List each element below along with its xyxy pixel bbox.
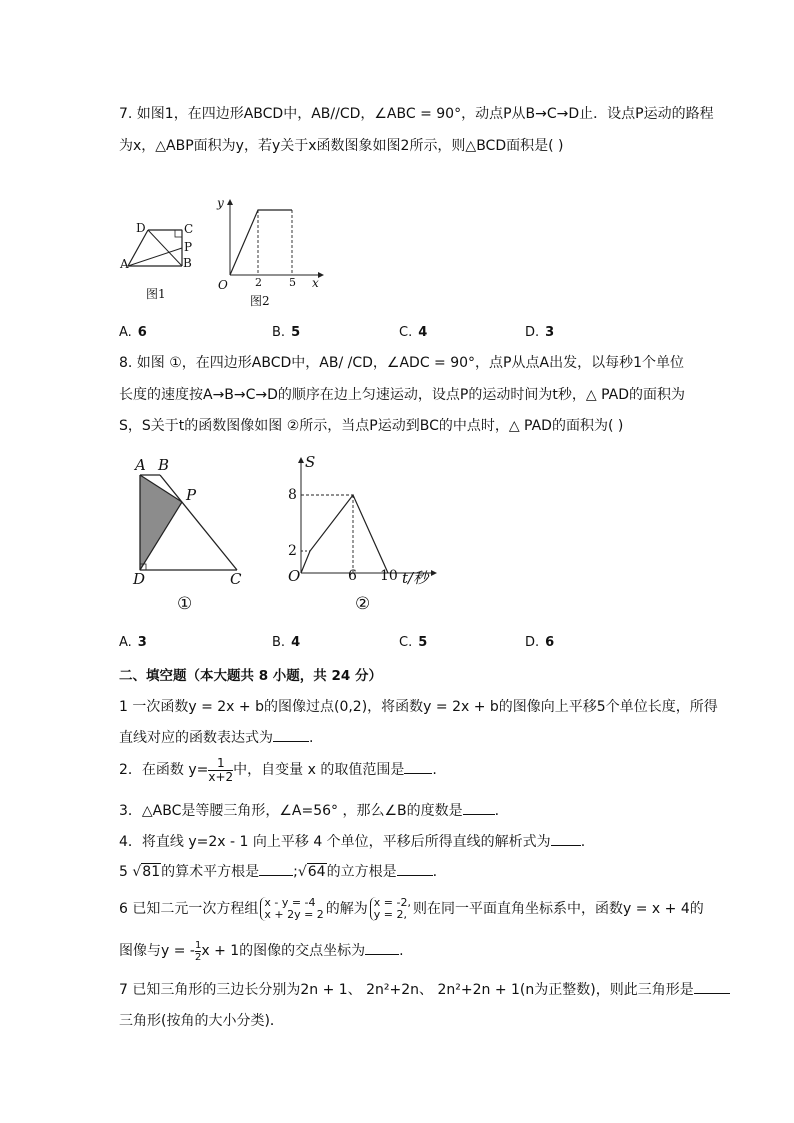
q8-fig2-tick-6: 6 (348, 568, 357, 584)
fraction-numerator: 1 (194, 939, 202, 951)
q7-option-c[interactable] (399, 325, 427, 340)
q8-option-b[interactable] (272, 635, 300, 650)
fill-q5-blank2[interactable] (397, 875, 433, 876)
option-value: 4 (291, 635, 301, 650)
option-letter: D. (525, 635, 540, 650)
q7-line2: 为x，△ABP面积为y，若y关于x函数图象如图2所示，则△BCD面积是( ) (119, 138, 564, 154)
q8-fig1-label-a: A (135, 456, 146, 474)
q8-fig2-tick-8: 8 (288, 487, 297, 503)
q7-fig1-label-p: P (184, 240, 193, 254)
q7-fig1-label-a: A (120, 257, 129, 271)
equation-system-2 (370, 897, 411, 921)
q7-fig2-caption: 图2 (250, 294, 270, 308)
option-value: 5 (418, 635, 428, 650)
fill-q6-post: 则在同一平面直角坐标系中，函数y = x + 4的 (412, 901, 704, 917)
q7-fig2-tick-2: 2 (255, 276, 262, 289)
fill-q4: 4．将直线 y=2x - 1 向上平移 4 个单位，平移后所得直线的解析式为 . (119, 834, 586, 850)
q8-fig2-t-label: t/秒 (402, 569, 429, 587)
fill-q3: 3．△ABC是等腰三角形，∠A=56° ，那么∠B的度数是 . (119, 803, 500, 819)
fill-q4-blank[interactable] (551, 845, 581, 846)
fill-q5-post: 的立方根是 (326, 864, 397, 880)
fill-q6-pre: 6 已知二元一次方程组 (119, 901, 259, 917)
q8-option-d[interactable] (525, 635, 554, 650)
q8-line1: 8. 如图 ①，在四边形ABCD中，AB/ /CD，∠ADC = 90°，点P从点A出发，以每秒1个单位 (119, 355, 684, 371)
q8-fig1-label-p: P (186, 486, 197, 504)
equation-system-1 (260, 897, 323, 921)
fill-q1-blank[interactable] (273, 741, 309, 742)
q8-fig2-tick-10: 10 (380, 568, 398, 584)
system1-eq1: x - y = -4 (264, 896, 316, 909)
q7-option-a[interactable] (119, 325, 147, 340)
q8-fig2-caption: ② (355, 594, 371, 614)
fill-q3-blank[interactable] (463, 814, 495, 815)
fraction-denominator: 2 (194, 951, 202, 963)
fill-q6-line1 (119, 896, 704, 922)
fill-q3-text: 3．△ABC是等腰三角形，∠A=56° ，那么∠B的度数是 (119, 803, 463, 819)
fraction-denominator: x+2 (208, 769, 234, 784)
option-value: 6 (137, 325, 147, 340)
fill-q1-line2: 直线对应的函数表达式为 . (119, 730, 314, 746)
option-letter: A. (119, 325, 132, 340)
fill-q2-post: 中，自变量 x 的取值范围是 (233, 762, 405, 778)
fill-q7-blank[interactable] (694, 993, 730, 994)
system2-eq1: x = -2, (373, 896, 411, 909)
q7-fig2-y-label: y (217, 196, 224, 210)
option-letter: B. (272, 635, 286, 650)
fill-q2: 2．在函数 y= $\frac{1}{x+2}$ 中，自变量 x 的取值范围是 . (119, 755, 437, 784)
fill-q1-line1: 1 一次函数y = 2x + b的图像过点(0,2)，将函数y = 2x + b的图像向上平移5个单位长度，所得 (119, 699, 718, 715)
option-letter: A. (119, 635, 132, 650)
q7-fig2-x-label: x (312, 276, 319, 290)
section-heading: 二、填空题（本大题共 8 小题，共 24 分） (119, 668, 382, 684)
q7-line1: 7. 如图1，在四边形ABCD中，AB//CD，∠ABC = 90°，动点P从B→C→D止．设点P运动的路程 (119, 106, 714, 122)
option-value: 4 (418, 325, 428, 340)
sqrt-64: 64 (307, 864, 326, 880)
q7-fig1-label-c: C (184, 222, 194, 236)
fill-q5-sep: ; (293, 864, 298, 880)
fill-q7-text: 7 已知三角形的三边长分别为2n + 1、 2n²+2n、 2n²+2n + 1(n为正整数)，则此三角形是 (119, 982, 694, 998)
q7-option-b[interactable] (272, 325, 300, 340)
sqrt-81: 81 (142, 864, 161, 880)
fill-q7-line1 (119, 980, 730, 1000)
q7-fig1-label-b: B (183, 256, 192, 270)
q7-fig1-caption: 图1 (146, 287, 166, 301)
option-letter: D. (525, 325, 540, 340)
option-letter: C. (399, 635, 413, 650)
q7-figure2 (210, 195, 325, 290)
system1-eq2: x + 2y = 2 (264, 908, 324, 921)
fill-q2-pre: 2．在函数 y= (119, 762, 209, 778)
fill-q7-line2: 三角形(按角的大小分类)． (119, 1013, 284, 1029)
fill-q1-text: 直线对应的函数表达式为 (119, 730, 273, 746)
system2-eq2: y = 2, (373, 908, 408, 921)
option-letter: C. (399, 325, 413, 340)
fill-q5: 5 √81的算术平方根是 ;√64的立方根是 . (119, 864, 438, 880)
q7-fig2-origin: O (218, 278, 228, 292)
q8-line3: S，S关于t的函数图像如图 ②所示，当点P运动到BC的中点时，△ PAD的面积为( ) (119, 418, 624, 434)
fill-q6-line2-pre: 图像与y = - (119, 943, 195, 959)
fill-q6-line2: 图像与y = - $\frac{1}{2}$ x + 1的图像的交点坐标为 . (119, 939, 404, 963)
q8-fig1-label-d: D (133, 570, 146, 588)
fill-q6-mid: 的解为 (325, 901, 368, 917)
q8-option-a[interactable] (119, 635, 147, 650)
q7-fig2-tick-5: 5 (289, 276, 296, 289)
option-value: 5 (291, 325, 301, 340)
q8-fig2-origin: O (288, 567, 301, 585)
fill-q5-blank1[interactable] (259, 875, 293, 876)
option-value: 3 (137, 635, 147, 650)
option-letter: B. (272, 325, 286, 340)
q8-fig1-label-c: C (230, 570, 242, 588)
q8-line2: 长度的速度按A→B→C→D的顺序在边上匀速运动，设点P的运动时间为t秒，△ PAD的面积为 (119, 387, 685, 403)
q8-fig2-s-label: S (305, 453, 316, 471)
fill-q6-line2-post: x + 1的图像的交点坐标为 (201, 943, 366, 959)
q8-fig2-tick-2: 2 (288, 543, 297, 559)
option-value: 6 (545, 635, 555, 650)
q7-fig1-label-d: D (136, 221, 146, 235)
q8-option-c[interactable] (399, 635, 427, 650)
q8-fig1-caption: ① (177, 594, 193, 614)
fill-q6-blank[interactable] (365, 954, 399, 955)
q7-option-d[interactable] (525, 325, 554, 340)
fill-q2-blank[interactable] (404, 773, 432, 774)
fill-q4-text: 4．将直线 y=2x - 1 向上平移 4 个单位，平移后所得直线的解析式为 (119, 834, 551, 850)
q8-figure2 (285, 455, 445, 580)
option-value: 3 (545, 325, 555, 340)
fraction-numerator: 1 (216, 755, 225, 770)
fill-q5-pre: 5 (119, 864, 133, 880)
fill-q2-fraction (208, 757, 233, 784)
q8-fig1-label-b: B (158, 456, 170, 474)
fill-q5-mid: 的算术平方根是 (161, 864, 260, 880)
